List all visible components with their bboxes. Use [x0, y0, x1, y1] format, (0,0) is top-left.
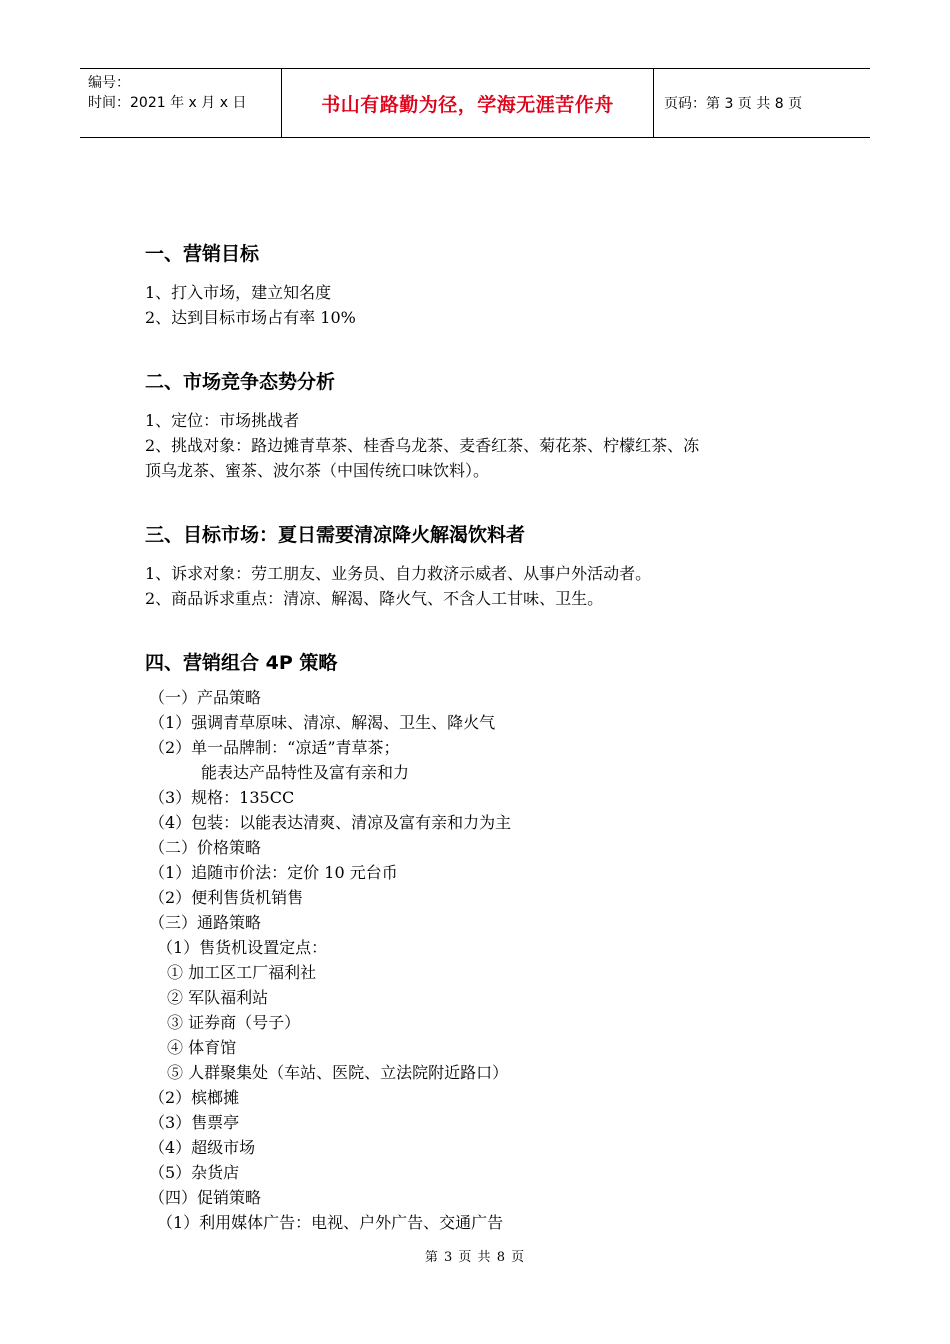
page-footer: 第 3 页 共 8 页 — [424, 1250, 526, 1265]
section-heading: 三、目标市场：夏日需要清凉降火解渴饮料者 — [145, 524, 526, 546]
list-item: （2）槟榔摊 — [149, 1088, 240, 1107]
list-item: （1）售货机设置定点： — [157, 938, 328, 957]
list-item: （3）规格：135CC — [149, 788, 295, 807]
list-item: （4）包装：以能表达清爽、清凉及富有亲和力为主 — [149, 813, 512, 832]
paragraph: 1、打入市场，建立知名度 — [145, 283, 332, 302]
list-item: ⑤ 人群聚集处（车站、医院、立法院附近路口） — [167, 1063, 509, 1082]
list-item: （2）便利售货机销售 — [149, 888, 304, 907]
section-heading: 一、营销目标 — [145, 243, 260, 265]
section-heading: 二、市场竞争态势分析 — [145, 371, 336, 393]
header-page-cell — [654, 69, 870, 137]
header-motto: 书山有路勤为径，学海无涯苦作舟 — [321, 93, 614, 116]
header-page-number: 页码：第 3 页 共 8 页 — [664, 96, 803, 112]
paragraph: 顶乌龙茶、蜜茶、波尔茶（中国传统口味饮料）。 — [145, 461, 490, 480]
document-body — [145, 240, 835, 1235]
list-item: （2）单一品牌制：“凉适”青草茶； — [149, 738, 400, 757]
document-date: 时间：2021 年 x 月 x 日 — [88, 95, 247, 111]
list-item: （四）促销策略 — [149, 1188, 262, 1207]
list-item: （5）杂货店 — [149, 1163, 240, 1182]
list-item: ④ 体育馆 — [167, 1038, 237, 1057]
list-item: ① 加工区工厂福利社 — [167, 963, 317, 982]
page-header — [80, 68, 870, 138]
paragraph: 2、挑战对象：路边摊青草茶、桂香乌龙茶、麦香红茶、菊花茶、柠檬红茶、冻 — [145, 436, 700, 455]
document-number: 编号： — [88, 75, 130, 91]
list-item: （一）产品策略 — [149, 688, 262, 707]
list-item: （1）强调青草原味、清凉、解渴、卫生、降火气 — [149, 713, 496, 732]
list-item: ② 军队福利站 — [167, 988, 269, 1007]
list-item: （三）通路策略 — [149, 913, 262, 932]
paragraph: 1、诉求对象：劳工朋友、业务员、自力救济示威者、从事户外活动者。 — [145, 564, 652, 583]
list-item: （3）售票亭 — [149, 1113, 240, 1132]
paragraph: 2、达到目标市场占有率 10% — [145, 308, 356, 327]
header-meta — [80, 69, 282, 137]
paragraph: 2、商品诉求重点：清凉、解渴、降火气、不含人工甘味、卫生。 — [145, 589, 604, 608]
list-item: （1）利用媒体广告：电视、户外广告、交通广告 — [157, 1213, 504, 1232]
list-item: （4）超级市场 — [149, 1138, 256, 1157]
list-item: （二）价格策略 — [149, 838, 262, 857]
list-item: ③ 证券商（号子） — [167, 1013, 301, 1032]
header-motto-cell — [282, 69, 654, 137]
list-item: 能表达产品特性及富有亲和力 — [201, 763, 410, 782]
paragraph: 1、定位：市场挑战者 — [145, 411, 300, 430]
list-item: （1）追随市价法：定价 10 元台币 — [149, 863, 398, 882]
section-heading: 四、营销组合 4P 策略 — [145, 652, 338, 674]
